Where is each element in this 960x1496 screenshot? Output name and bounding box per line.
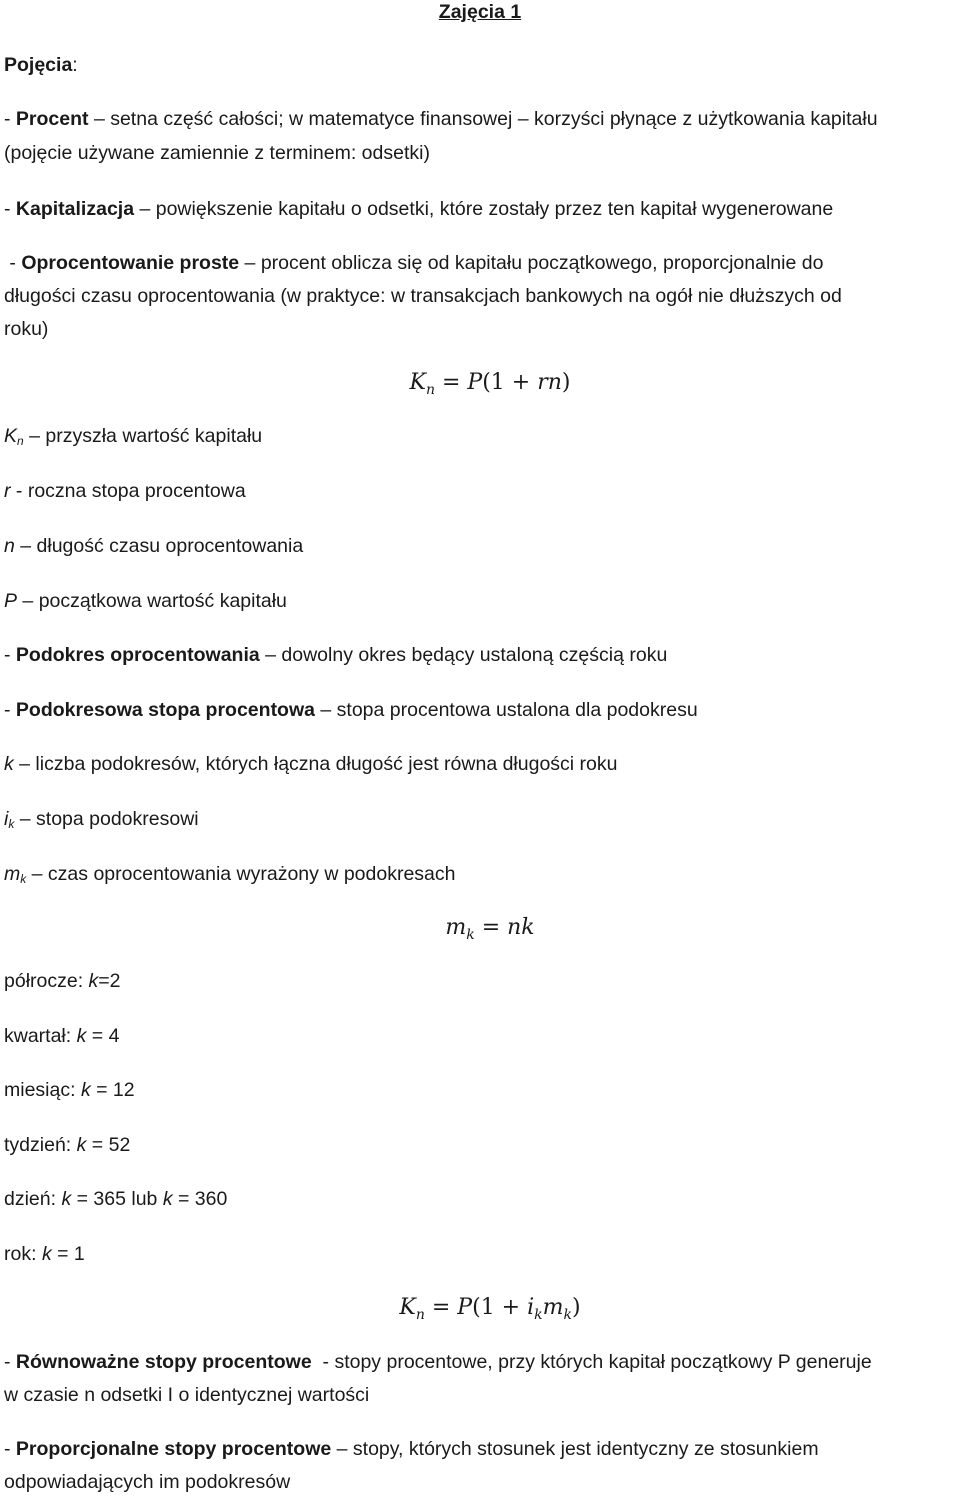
formula-var-K: K — [399, 1295, 416, 1320]
formula-sub-k: k — [534, 1307, 543, 1323]
variable-description: – długość czasu oprocentowania — [14, 535, 304, 557]
definition-podokresowa-stopa — [4, 698, 698, 722]
period-k: k — [80, 1079, 91, 1101]
definition-procent-line2: (pojęcie używane zamiennie z terminem: odsetki) — [4, 142, 430, 164]
formula-var-P: P — [457, 1295, 473, 1320]
formula-sub-k: k — [563, 1307, 572, 1323]
definition-oprocentowanie-proste-line3: roku) — [4, 318, 49, 340]
formula-equals: = — [474, 915, 508, 940]
definition-prefix: - — [4, 252, 22, 274]
definition-procent-text: – setna część całości; w matematyce finansowej – korzyści płynące z użytkowania kapitału — [88, 108, 878, 130]
period-value: = 1 — [51, 1243, 85, 1265]
period-kwartal — [4, 1024, 119, 1048]
period-tydzien — [4, 1133, 130, 1157]
formula-paren-open: (1 + — [482, 370, 538, 395]
period-label: półrocze: — [4, 970, 89, 992]
variable-subscript: k — [8, 817, 15, 831]
formula-equals: = — [424, 1295, 458, 1320]
variable-m-k — [4, 862, 455, 886]
variable-r — [4, 479, 246, 503]
formula-subperiod-interest — [0, 1294, 960, 1322]
variable-description: - roczna stopa procentowa — [10, 480, 246, 502]
formula-paren-close: ) — [561, 370, 571, 395]
variable-symbol: n — [4, 535, 15, 557]
variable-description: – czas oprocentowania wyrażony w podokresach — [26, 863, 456, 885]
period-k: k — [76, 1025, 87, 1047]
period-value: = 365 lub — [71, 1188, 163, 1210]
formula-m-k — [0, 914, 960, 942]
variable-symbol: K — [4, 425, 18, 447]
formula-var-nk: nk — [507, 915, 535, 940]
period-value: =2 — [98, 970, 121, 992]
variable-symbol: i — [4, 808, 9, 830]
period-rok — [4, 1242, 85, 1266]
page-title: Zajęcia 1 — [438, 1, 522, 23]
period-label: tydzień: — [4, 1134, 77, 1156]
formula-equals: = — [434, 370, 468, 395]
variable-P — [4, 589, 287, 613]
formula-var-rn: rn — [537, 370, 562, 395]
definition-proporcjonalne-text: – stopy, których stosunek jest identyczny ze stosunkiem — [331, 1438, 819, 1460]
definition-prefix: - — [4, 699, 16, 721]
period-value: = 52 — [86, 1134, 131, 1156]
period-label: miesiąc: — [4, 1079, 81, 1101]
period-label: kwartał: — [4, 1025, 77, 1047]
term-podokresowa-stopa: Podokresowa stopa procentowa — [15, 699, 315, 721]
formula-var-P: P — [467, 370, 483, 395]
formula-sub-k: k — [466, 927, 475, 943]
period-k: k — [162, 1188, 173, 1210]
period-k: k — [88, 970, 99, 992]
term-oprocentowanie-proste: Oprocentowanie proste — [21, 252, 240, 274]
definition-proporcjonalne-line1 — [4, 1437, 819, 1461]
formula-sub-n: n — [425, 382, 435, 398]
definition-oprocentowanie-proste-line2: długości czasu oprocentowania (w praktyce: w transakcjach bankowych na ogół nie dłuższych od — [4, 285, 842, 307]
variable-symbol: m — [4, 863, 21, 885]
definition-rownowazne-line1 — [4, 1350, 872, 1374]
variable-K-n — [4, 424, 262, 448]
formula-var-i: i — [527, 1295, 535, 1320]
term-proporcjonalne: Proporcjonalne stopy procentowe — [15, 1438, 332, 1460]
definition-podokresowa-text: – stopa procentowa ustalona dla podokresu — [314, 699, 698, 721]
definition-podokres — [4, 643, 667, 667]
period-label: dzień: — [4, 1188, 62, 1210]
variable-symbol: r — [4, 480, 11, 502]
variable-description: – stopa podokresowi — [14, 808, 199, 830]
definition-rownowazne-line2: w czasie n odsetki I o identycznej wartości — [4, 1384, 370, 1406]
period-value: = 360 — [172, 1188, 228, 1210]
variable-n — [4, 534, 303, 558]
formula-var-m: m — [542, 1295, 564, 1320]
variable-symbol: P — [4, 590, 18, 612]
formula-simple-interest — [0, 369, 960, 397]
definition-prefix: - — [4, 644, 16, 666]
formula-sub-n: n — [415, 1307, 425, 1323]
definition-kapitalizacja — [4, 197, 833, 221]
section-heading — [4, 53, 78, 77]
variable-symbol: k — [4, 753, 14, 775]
period-label: rok: — [4, 1243, 42, 1265]
formula-var-K: K — [409, 370, 426, 395]
variable-k — [4, 752, 617, 776]
variable-description: – początkowa wartość kapitału — [17, 590, 287, 612]
formula-paren-open: (1 + — [472, 1295, 528, 1320]
formula-paren-close: ) — [572, 1295, 581, 1320]
definition-proporcjonalne-line2: odpowiadających im podokresów — [4, 1471, 291, 1493]
definition-kapitalizacja-text: – powiększenie kapitału o odsetki, które zostały przez ten kapitał wygenerowane — [134, 198, 834, 220]
definition-podokres-text: – dowolny okres będący ustaloną częścią roku — [259, 644, 668, 666]
period-value: = 4 — [86, 1025, 120, 1047]
definition-oprocentowanie-proste-line1 — [4, 251, 823, 275]
period-k: k — [76, 1134, 87, 1156]
definition-prefix: - — [4, 1351, 16, 1373]
definition-oprocentowanie-proste-text: – procent oblicza się od kapitału początkowego, proporcjonalnie do — [239, 252, 824, 274]
variable-subscript: k — [20, 872, 27, 886]
section-heading-bold: Pojęcia — [4, 54, 73, 76]
variable-description: – przyszła wartość kapitału — [23, 425, 263, 447]
variable-description: – liczba podokresów, których łączna długość jest równa długości roku — [13, 753, 618, 775]
variable-i-k — [4, 807, 199, 831]
period-k: k — [41, 1243, 52, 1265]
term-kapitalizacja: Kapitalizacja — [15, 198, 135, 220]
period-polrocze — [4, 969, 121, 993]
period-value: = 12 — [90, 1079, 135, 1101]
definition-prefix: - — [4, 108, 16, 130]
definition-rownowazne-text: - stopy procentowe, przy których kapitał początkowy P generuje — [311, 1351, 872, 1373]
term-podokres: Podokres oprocentowania — [15, 644, 260, 666]
definition-prefix: - — [4, 198, 16, 220]
term-rownowazne: Równoważne stopy procentowe — [15, 1351, 312, 1373]
period-dzien — [4, 1187, 227, 1211]
definition-procent-line1 — [4, 107, 878, 131]
definition-prefix: - — [4, 1438, 16, 1460]
formula-var-m: m — [445, 915, 467, 940]
term-procent: Procent — [15, 108, 89, 130]
period-k: k — [61, 1188, 72, 1210]
section-heading-colon: : — [72, 54, 78, 76]
variable-subscript: n — [17, 434, 24, 448]
period-miesiac — [4, 1078, 135, 1102]
